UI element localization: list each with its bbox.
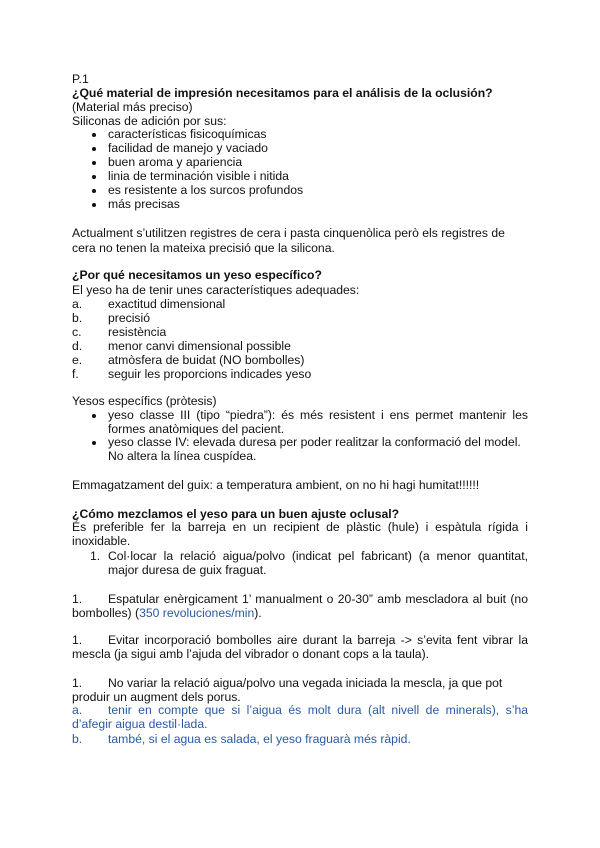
- list-item: yeso classe IV: elevada duresa per poder realitzar la conformació del model.: [108, 435, 521, 449]
- list-item: características fisicoquímicas: [108, 127, 267, 141]
- list-item: resistència: [108, 325, 167, 339]
- step-text: Col·locar la relació aigua/polvo (indicat pel fabricant) (a menor quantitat,: [108, 549, 528, 563]
- paragraph-line: És preferible fer la barreja en un recipient de plàstic (hule) i espàtula rígida i: [72, 520, 528, 534]
- bullet-icon: [92, 414, 96, 418]
- bullet-icon: [92, 147, 96, 151]
- paragraph-line: inoxidable.: [72, 534, 131, 548]
- list-item: facilidad de manejo y vaciado: [108, 141, 268, 155]
- section-heading-mixing: ¿Cómo mezclamos el yeso para un buen ajuste oclusal?: [72, 507, 400, 521]
- list-item: linia de terminación visible i nitida: [108, 169, 289, 183]
- paragraph-line: cera no tenen la mateixa precisió que la silicona.: [72, 241, 335, 255]
- page-label: P.1: [72, 72, 89, 86]
- list-item: buen aroma y apariencia: [108, 155, 243, 169]
- step-text: Espatular enèrgicament 1’ manualment o 20-30” amb mescladora al buit (no: [108, 592, 528, 606]
- note-text: (Material más preciso): [72, 100, 193, 114]
- list-letter: b.: [72, 311, 83, 325]
- section-heading-impression: ¿Qué material de impresión necesitamos para el análisis de la oclusión?: [72, 86, 493, 100]
- bullet-icon: [92, 133, 96, 137]
- bullet-icon: [92, 189, 96, 193]
- sub-item-text: tenir en compte que si l’aigua és molt dura (alt nivell de minerals), s’ha: [108, 703, 528, 717]
- subsection-title-yesos: Yesos específics (pròtesis): [72, 394, 217, 408]
- list-letter: c.: [72, 325, 82, 339]
- list-item: más precisas: [108, 197, 180, 211]
- sub-item-continuation: d’afegir aigua destil·lada.: [72, 717, 208, 731]
- step-text-continuation: bombolles) (350 revoluciones/min).: [72, 606, 262, 620]
- list-item-continuation: formes anatòmiques del pacient.: [108, 422, 285, 436]
- step-text-continuation: major duresa de guix fraguat.: [108, 563, 267, 577]
- highlight-text: 350 revoluciones/min: [139, 606, 255, 620]
- sub-letter: a.: [72, 703, 83, 717]
- step-text-continuation: produir un augment dels porus.: [72, 690, 241, 704]
- paragraph-line: Actualment s’utilitzen registres de cera i pasta cinquenòlica però els registres de: [72, 226, 505, 240]
- sub-item-text: també, si el agua es salada, el yeso fraguarà més ràpid.: [108, 732, 411, 746]
- step-text: Evitar incorporació bombolles aire durant la barreja -> s’evita fent vibrar la: [108, 633, 528, 647]
- step-number: 1.: [90, 549, 101, 563]
- storage-note: Emmagatzament del guix: a temperatura ambient, on no hi hagi humitat!!!!!!: [72, 478, 480, 492]
- intro-text: Siliconas de adición por sus:: [72, 114, 227, 128]
- bullet-icon: [92, 441, 96, 445]
- bullet-icon: [92, 161, 96, 165]
- section-heading-yeso: ¿Por qué necesitamos un yeso específico?: [72, 268, 322, 282]
- step-number: 1.: [72, 676, 83, 690]
- list-item: menor canvi dimensional possible: [108, 339, 291, 353]
- list-item: es resistente a los surcos profundos: [108, 183, 304, 197]
- bullet-icon: [92, 175, 96, 179]
- list-letter: e.: [72, 353, 83, 367]
- list-letter: a.: [72, 297, 83, 311]
- sub-letter: b.: [72, 732, 83, 746]
- bullet-icon: [92, 203, 96, 207]
- intro-text: El yeso ha de tenir unes característiques adequades:: [72, 283, 360, 297]
- step-number: 1.: [72, 633, 83, 647]
- list-item: atmòsfera de buidat (NO bombolles): [108, 353, 305, 367]
- list-letter: f.: [72, 367, 79, 381]
- list-item: yeso classe III (tipo “piedra”): és més resistent i ens permet mantenir les: [108, 408, 528, 422]
- step-text: No variar la relació aigua/polvo una vegada iniciada la mescla, ja que pot: [108, 676, 503, 690]
- list-item: seguir les proporcions indicades yeso: [108, 367, 312, 381]
- list-item: precisió: [108, 311, 150, 325]
- list-item-continuation: No altera la línea cuspídea.: [108, 449, 257, 463]
- list-letter: d.: [72, 339, 83, 353]
- step-number: 1.: [72, 592, 83, 606]
- list-item: exactitud dimensional: [108, 297, 226, 311]
- step-text-continuation: mescla (ja sigui amb l’ajuda del vibrador o donant cops a la taula).: [72, 647, 430, 661]
